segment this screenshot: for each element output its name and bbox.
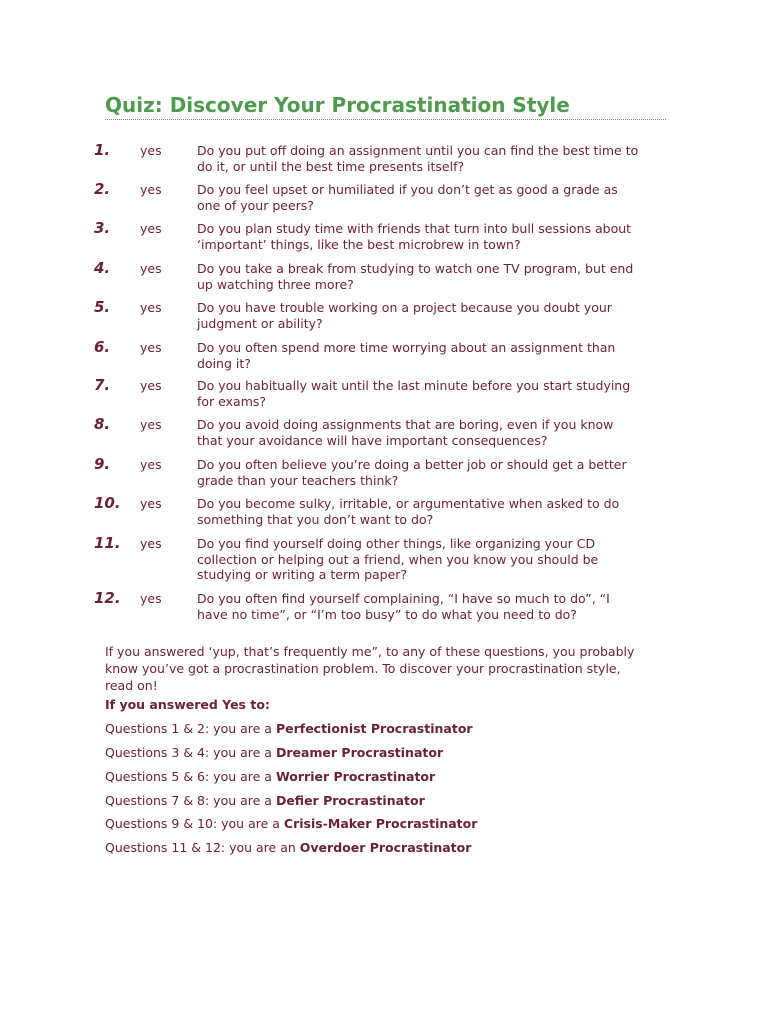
question-text: Do you habitually wait until the last minute before you start studying for exams?: [197, 378, 631, 409]
intro-paragraph: If you answered ‘yup, that’s frequently me”, to any of these questions, you probably know you’ve got a procrastination problem. To discover your procrastination style, read on!: [105, 644, 635, 693]
question-text: Do you often believe you’re doing a better job or should get a better grade than your teachers think?: [197, 457, 627, 488]
question-number: 8.: [94, 415, 111, 433]
result-style: Defier Procrastinator: [275, 793, 425, 808]
result-questions: Questions 1 & 2: you are a: [105, 721, 276, 736]
question-answer: yes: [140, 182, 162, 197]
question-text: Do you have trouble working on a project because you doubt your judgment or ability?: [197, 300, 612, 331]
result-style: Worrier Procrastinator: [275, 769, 436, 784]
question-number: 10.: [94, 494, 121, 512]
question-text: Do you often find yourself complaining, “I have so much to do”, “I have no time”, or “I’m too busy” to do what you need to do?: [197, 591, 610, 622]
result-line: [105, 793, 425, 809]
question-number: 2.: [94, 180, 111, 198]
question-answer: yes: [140, 536, 162, 551]
question-text: Do you feel upset or humiliated if you don’t get as good a grade as one of your peers?: [197, 182, 618, 213]
question-number: 1.: [94, 141, 111, 159]
question-text: Do you often spend more time worrying about an assignment than doing it?: [197, 340, 616, 371]
question-number: 4.: [94, 259, 111, 277]
result-style: Crisis-Maker Procrastinator: [283, 816, 478, 831]
result-questions: Questions 9 & 10: you are a: [105, 816, 284, 831]
question-answer: yes: [140, 417, 162, 432]
question-answer: yes: [140, 221, 162, 236]
question-text: Do you plan study time with friends that turn into bull sessions about ‘important’ things, like the best microbrew in town?: [197, 221, 632, 252]
question-answer: yes: [140, 496, 162, 511]
question-number: 11.: [94, 534, 121, 552]
question-answer: yes: [140, 300, 162, 315]
question-text: Do you become sulky, irritable, or argumentative when asked to do something that you don’t want to do?: [197, 496, 620, 527]
question-number: 7.: [94, 376, 111, 394]
result-line: [105, 769, 435, 785]
question-text: Do you find yourself doing other things, like organizing your CD collection or helping out a friend, when you know you should be studying or writing a term paper?: [197, 536, 599, 582]
result-style: Dreamer Procrastinator: [275, 745, 444, 760]
question-answer: yes: [140, 340, 162, 355]
result-line: [105, 745, 443, 761]
question-number: 9.: [94, 455, 111, 473]
question-text: Do you take a break from studying to watch one TV program, but end up watching three more?: [197, 261, 634, 292]
result-questions: Questions 11 & 12: you are an: [105, 840, 300, 855]
result-questions: Questions 5 & 6: you are a: [105, 769, 276, 784]
question-number: 3.: [94, 219, 111, 237]
question-text: Do you avoid doing assignments that are boring, even if you know that your avoidance will have important consequences?: [197, 417, 614, 448]
result-line: [105, 816, 477, 832]
question-answer: yes: [140, 378, 162, 393]
result-style: Overdoer Procrastinator: [299, 840, 472, 855]
question-answer: yes: [140, 261, 162, 276]
result-line: [105, 721, 473, 737]
result-line: [105, 840, 471, 856]
question-answer: yes: [140, 143, 162, 158]
result-questions: Questions 7 & 8: you are a: [105, 793, 276, 808]
question-text: Do you put off doing an assignment until you can find the best time to do it, or until the best time presents itself?: [197, 143, 639, 174]
page-title: Quiz: Discover Your Procrastination Style: [105, 91, 666, 120]
question-answer: yes: [140, 457, 162, 472]
question-number: 5.: [94, 298, 111, 316]
question-number: 12.: [94, 589, 121, 607]
question-answer: yes: [140, 591, 162, 606]
result-style: Perfectionist Procrastinator: [275, 721, 473, 736]
question-number: 6.: [94, 338, 111, 356]
results-heading: If you answered Yes to:: [105, 697, 270, 712]
result-questions: Questions 3 & 4: you are a: [105, 745, 276, 760]
